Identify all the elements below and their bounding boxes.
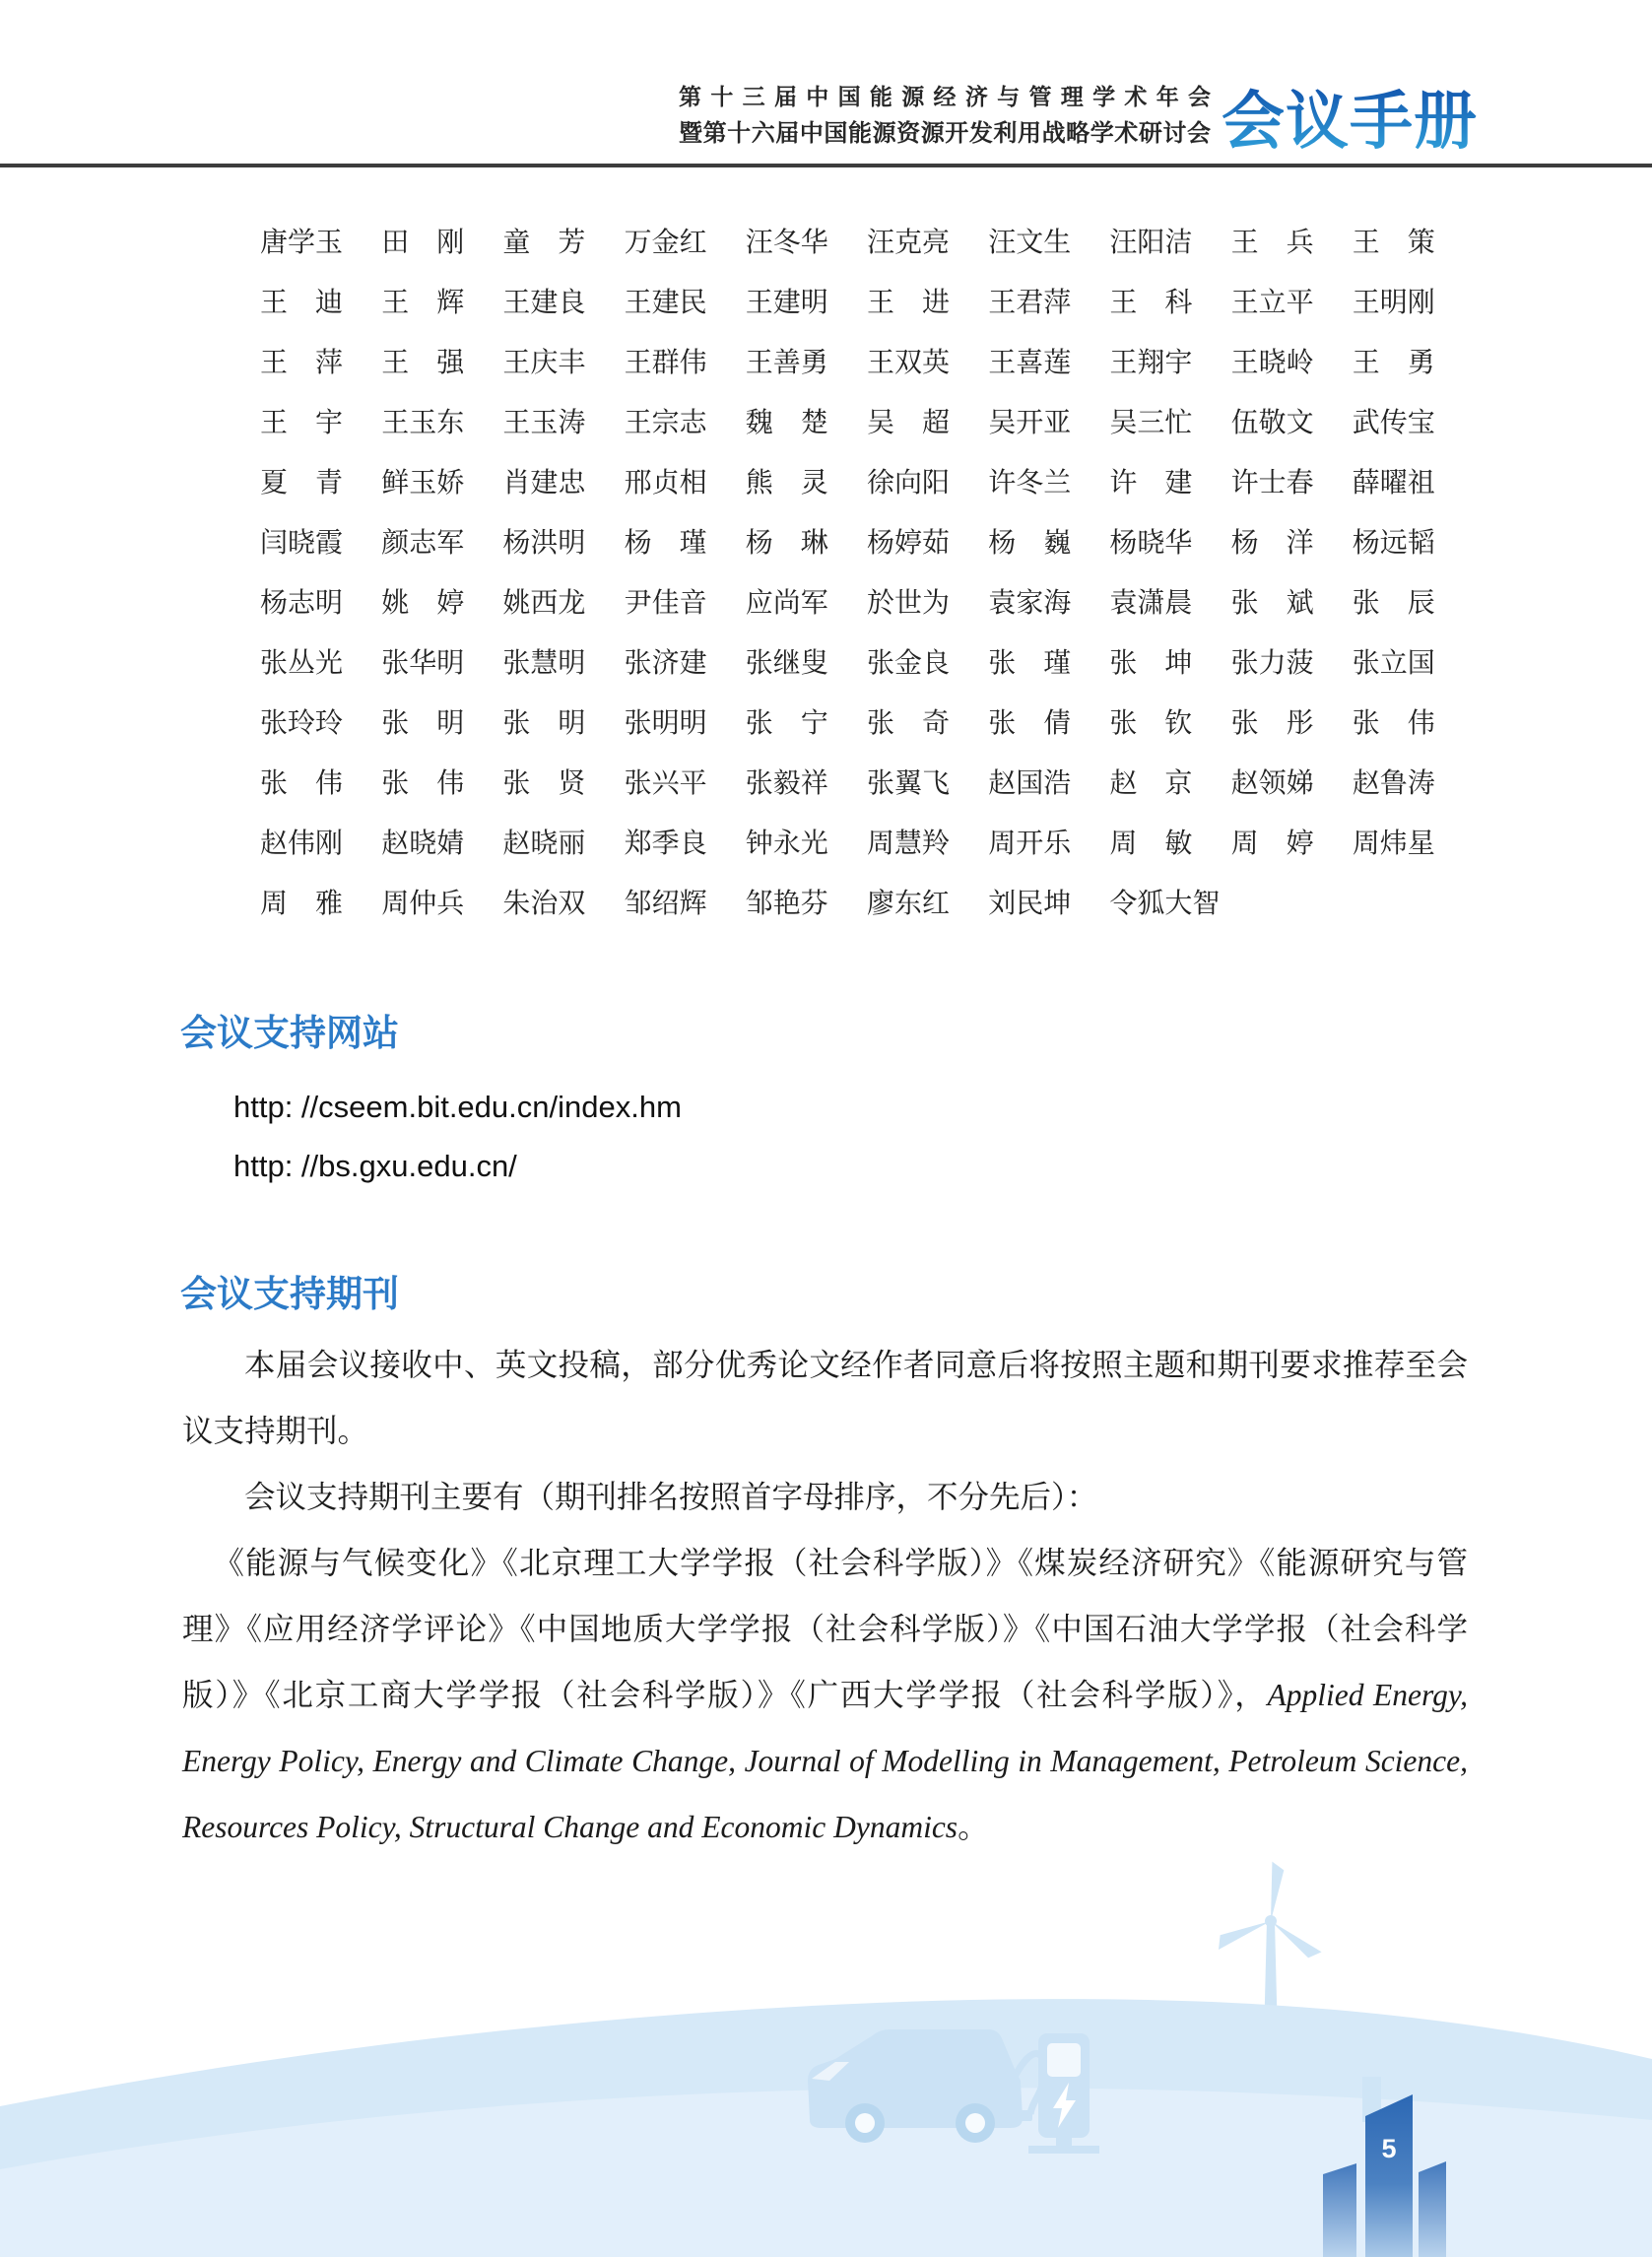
participant-name: 杨婷茹 <box>866 527 950 558</box>
participant-name: 於世为 <box>866 587 950 618</box>
participant-name: 王玉涛 <box>502 407 586 437</box>
participant-name: 王 进 <box>866 287 950 317</box>
participant-name: 田 刚 <box>381 227 465 257</box>
participant-name: 吴三忙 <box>1109 407 1193 437</box>
participant-name: 万金红 <box>624 227 707 257</box>
participant-name: 许士春 <box>1230 467 1314 498</box>
participant-name: 张 宁 <box>745 707 828 738</box>
participant-name: 赵伟刚 <box>260 828 344 858</box>
participant-name: 袁家海 <box>988 587 1072 618</box>
participant-name: 吴开亚 <box>988 407 1072 437</box>
participant-name: 杨志明 <box>260 587 344 618</box>
participant-name: 汪克亮 <box>866 227 950 257</box>
participant-name: 熊 灵 <box>745 467 828 498</box>
participant-name: 王善勇 <box>745 347 828 377</box>
website-links <box>233 1078 682 1196</box>
participant-name: 张毅祥 <box>745 767 828 798</box>
participant-name: 张 斌 <box>1230 587 1314 618</box>
participant-name: 张 明 <box>502 707 586 738</box>
journal-list-lead: 会议支持期刊主要有（期刊排名按照首字母排序，不分先后）： <box>244 1479 1098 1514</box>
participant-name: 周炜星 <box>1352 828 1435 858</box>
participant-name: 肖建忠 <box>502 467 586 498</box>
participant-name: 张 倩 <box>988 707 1072 738</box>
participant-name: 王 勇 <box>1352 347 1435 377</box>
participant-name: 王 辉 <box>381 287 465 317</box>
participant-name: 张济建 <box>624 647 707 678</box>
participant-name: 张兴平 <box>624 767 707 798</box>
website-link-1: http: //cseem.bit.edu.cn/index.hm <box>233 1090 682 1124</box>
participant-name: 张 贤 <box>502 767 586 798</box>
participant-name: 杨洪明 <box>502 527 586 558</box>
participant-name: 张 伟 <box>1352 707 1435 738</box>
participant-name: 汪冬华 <box>745 227 828 257</box>
participant-name: 王 萍 <box>260 347 344 377</box>
participant-name: 朱治双 <box>502 888 586 918</box>
participant-name: 杨 巍 <box>988 527 1072 558</box>
participant-name: 王 宇 <box>260 407 344 437</box>
website-link-2: http: //bs.gxu.edu.cn/ <box>233 1149 517 1183</box>
participant-name: 杨 琳 <box>745 527 828 558</box>
participant-name: 鲜玉娇 <box>381 467 465 498</box>
participant-name: 邢贞相 <box>624 467 707 498</box>
participant-name: 杨 洋 <box>1230 527 1314 558</box>
participant-name: 许冬兰 <box>988 467 1072 498</box>
participant-name: 周仲兵 <box>381 888 465 918</box>
participant-name: 王 策 <box>1352 227 1435 257</box>
participant-name: 许 建 <box>1109 467 1193 498</box>
participant-name: 张华明 <box>381 647 465 678</box>
participant-name: 张 瑾 <box>988 647 1072 678</box>
participant-name: 张 彤 <box>1230 707 1314 738</box>
participant-name: 王明刚 <box>1352 287 1435 317</box>
participant-name: 周 雅 <box>260 888 344 918</box>
participant-name: 吴 超 <box>866 407 950 437</box>
participant-name: 王 强 <box>381 347 465 377</box>
participant-name: 王 兵 <box>1230 227 1314 257</box>
participant-name: 张翼飞 <box>866 767 950 798</box>
participant-name: 杨晓华 <box>1109 527 1193 558</box>
participant-name: 伍敬文 <box>1230 407 1314 437</box>
participant-name: 张玲玲 <box>260 707 344 738</box>
participant-name: 张慧明 <box>502 647 586 678</box>
participant-name: 王玉东 <box>381 407 465 437</box>
participant-name: 夏 青 <box>260 467 344 498</box>
participant-name: 张丛光 <box>260 647 344 678</box>
participant-name: 应尚军 <box>745 587 828 618</box>
participant-name: 张明明 <box>624 707 707 738</box>
participant-name: 赵鲁涛 <box>1352 767 1435 798</box>
participant-name: 郑季良 <box>624 828 707 858</box>
participant-name: 王建明 <box>745 287 828 317</box>
participant-name: 王晓岭 <box>1230 347 1314 377</box>
website-section-heading: 会议支持网站 <box>180 1013 399 1053</box>
participant-name: 闫晓霞 <box>260 527 344 558</box>
conference-title-line1: 第十三届中国能源经济与管理学术年会 <box>679 84 1211 109</box>
journal-list-chinese: 《能源与气候变化》《北京理工大学学报（社会科学版）》《煤炭经济研究》《能源研究与管理》《应用经济学评论》《中国地质大学学报（社会科学版）》《中国石油大学学报（社会科学版）》《北京工商大学学报（社会科学版）》《广西大学学报（社会科学版）》， <box>182 1545 1468 1712</box>
participant-name: 赵国浩 <box>988 767 1072 798</box>
participant-name: 魏 楚 <box>745 407 828 437</box>
participant-name: 杨 瑾 <box>624 527 707 558</box>
conference-title <box>679 79 1211 152</box>
participant-name: 邹艳芬 <box>745 888 828 918</box>
journal-section-heading: 会议支持期刊 <box>180 1274 399 1314</box>
conference-title-line2: 暨第十六届中国能源资源开发利用战略学术研讨会 <box>679 120 1211 147</box>
participant-name: 张 奇 <box>866 707 950 738</box>
participant-name: 王建民 <box>624 287 707 317</box>
participant-name: 王群伟 <box>624 347 707 377</box>
participant-name: 廖东红 <box>866 888 950 918</box>
participant-name: 赵晓丽 <box>502 828 586 858</box>
participant-name: 张金良 <box>866 647 950 678</box>
participant-name: 颜志军 <box>381 527 465 558</box>
participant-name: 武传宝 <box>1352 407 1435 437</box>
participant-name: 汪文生 <box>988 227 1072 257</box>
participant-name: 姚西龙 <box>502 587 586 618</box>
participant-name: 令狐大智 <box>1109 888 1221 918</box>
footer-scene <box>0 1823 1652 2257</box>
participant-name: 张 伟 <box>381 767 465 798</box>
participant-name: 杨远韬 <box>1352 527 1435 558</box>
participant-name: 王建良 <box>502 287 586 317</box>
participant-name: 王 科 <box>1109 287 1193 317</box>
journal-list-paragraph <box>182 1530 1468 1860</box>
participant-name: 汪阳洁 <box>1109 227 1193 257</box>
participant-name: 赵 京 <box>1109 767 1193 798</box>
participant-name: 王双英 <box>866 347 950 377</box>
handbook-logo: 会议手册 <box>1222 71 1478 162</box>
participant-name: 薛曜祖 <box>1352 467 1435 498</box>
participant-name: 王庆丰 <box>502 347 586 377</box>
participant-name: 张立国 <box>1352 647 1435 678</box>
header-rule <box>0 164 1652 167</box>
participant-name: 徐向阳 <box>866 467 950 498</box>
participant-name: 唐学玉 <box>260 227 344 257</box>
participant-name: 王翔宇 <box>1109 347 1193 377</box>
journal-section-body <box>182 1332 1468 1860</box>
participant-name: 尹佳音 <box>624 587 707 618</box>
participant-name: 张 伟 <box>260 767 344 798</box>
participant-name: 赵晓婧 <box>381 828 465 858</box>
participant-name: 周开乐 <box>988 828 1072 858</box>
page-number: 5 <box>1381 2134 1397 2163</box>
participant-name: 姚 婷 <box>381 587 465 618</box>
journal-intro-paragraph: 本届会议接收中、英文投稿，部分优秀论文经作者同意后将按照主题和期刊要求推荐至会议支持期刊。 <box>182 1347 1468 1448</box>
participant-name: 张 钦 <box>1109 707 1193 738</box>
participant-name: 周慧羚 <box>866 828 950 858</box>
participant-name: 张 辰 <box>1352 587 1435 618</box>
participant-name: 张 明 <box>381 707 465 738</box>
participant-name: 王 迪 <box>260 287 344 317</box>
participant-name: 周 婷 <box>1230 828 1314 858</box>
participant-name: 邹绍辉 <box>624 888 707 918</box>
participant-name: 张 坤 <box>1109 647 1193 678</box>
participant-name: 周 敏 <box>1109 828 1193 858</box>
participant-name: 张力菠 <box>1230 647 1314 678</box>
participant-name: 王君萍 <box>988 287 1072 317</box>
participant-name: 张继叟 <box>745 647 828 678</box>
participant-name: 钟永光 <box>745 828 828 858</box>
participant-name: 赵领娣 <box>1230 767 1314 798</box>
participant-name: 童 芳 <box>502 227 586 257</box>
participant-name-grid <box>260 212 1474 933</box>
participant-name: 袁潇晨 <box>1109 587 1193 618</box>
participant-name: 王喜莲 <box>988 347 1072 377</box>
participant-name: 王宗志 <box>624 407 707 437</box>
journal-list-english: Applied Energy, Energy Policy, Energy and Climate Change, Journal of Modelling in Management, Petroleum Science, Resources Policy, Structural Change and Economic Dynamics <box>182 1678 1468 1844</box>
journal-list-period: 。 <box>958 1809 989 1844</box>
participant-name: 刘民坤 <box>988 888 1072 918</box>
participant-name: 王立平 <box>1230 287 1314 317</box>
